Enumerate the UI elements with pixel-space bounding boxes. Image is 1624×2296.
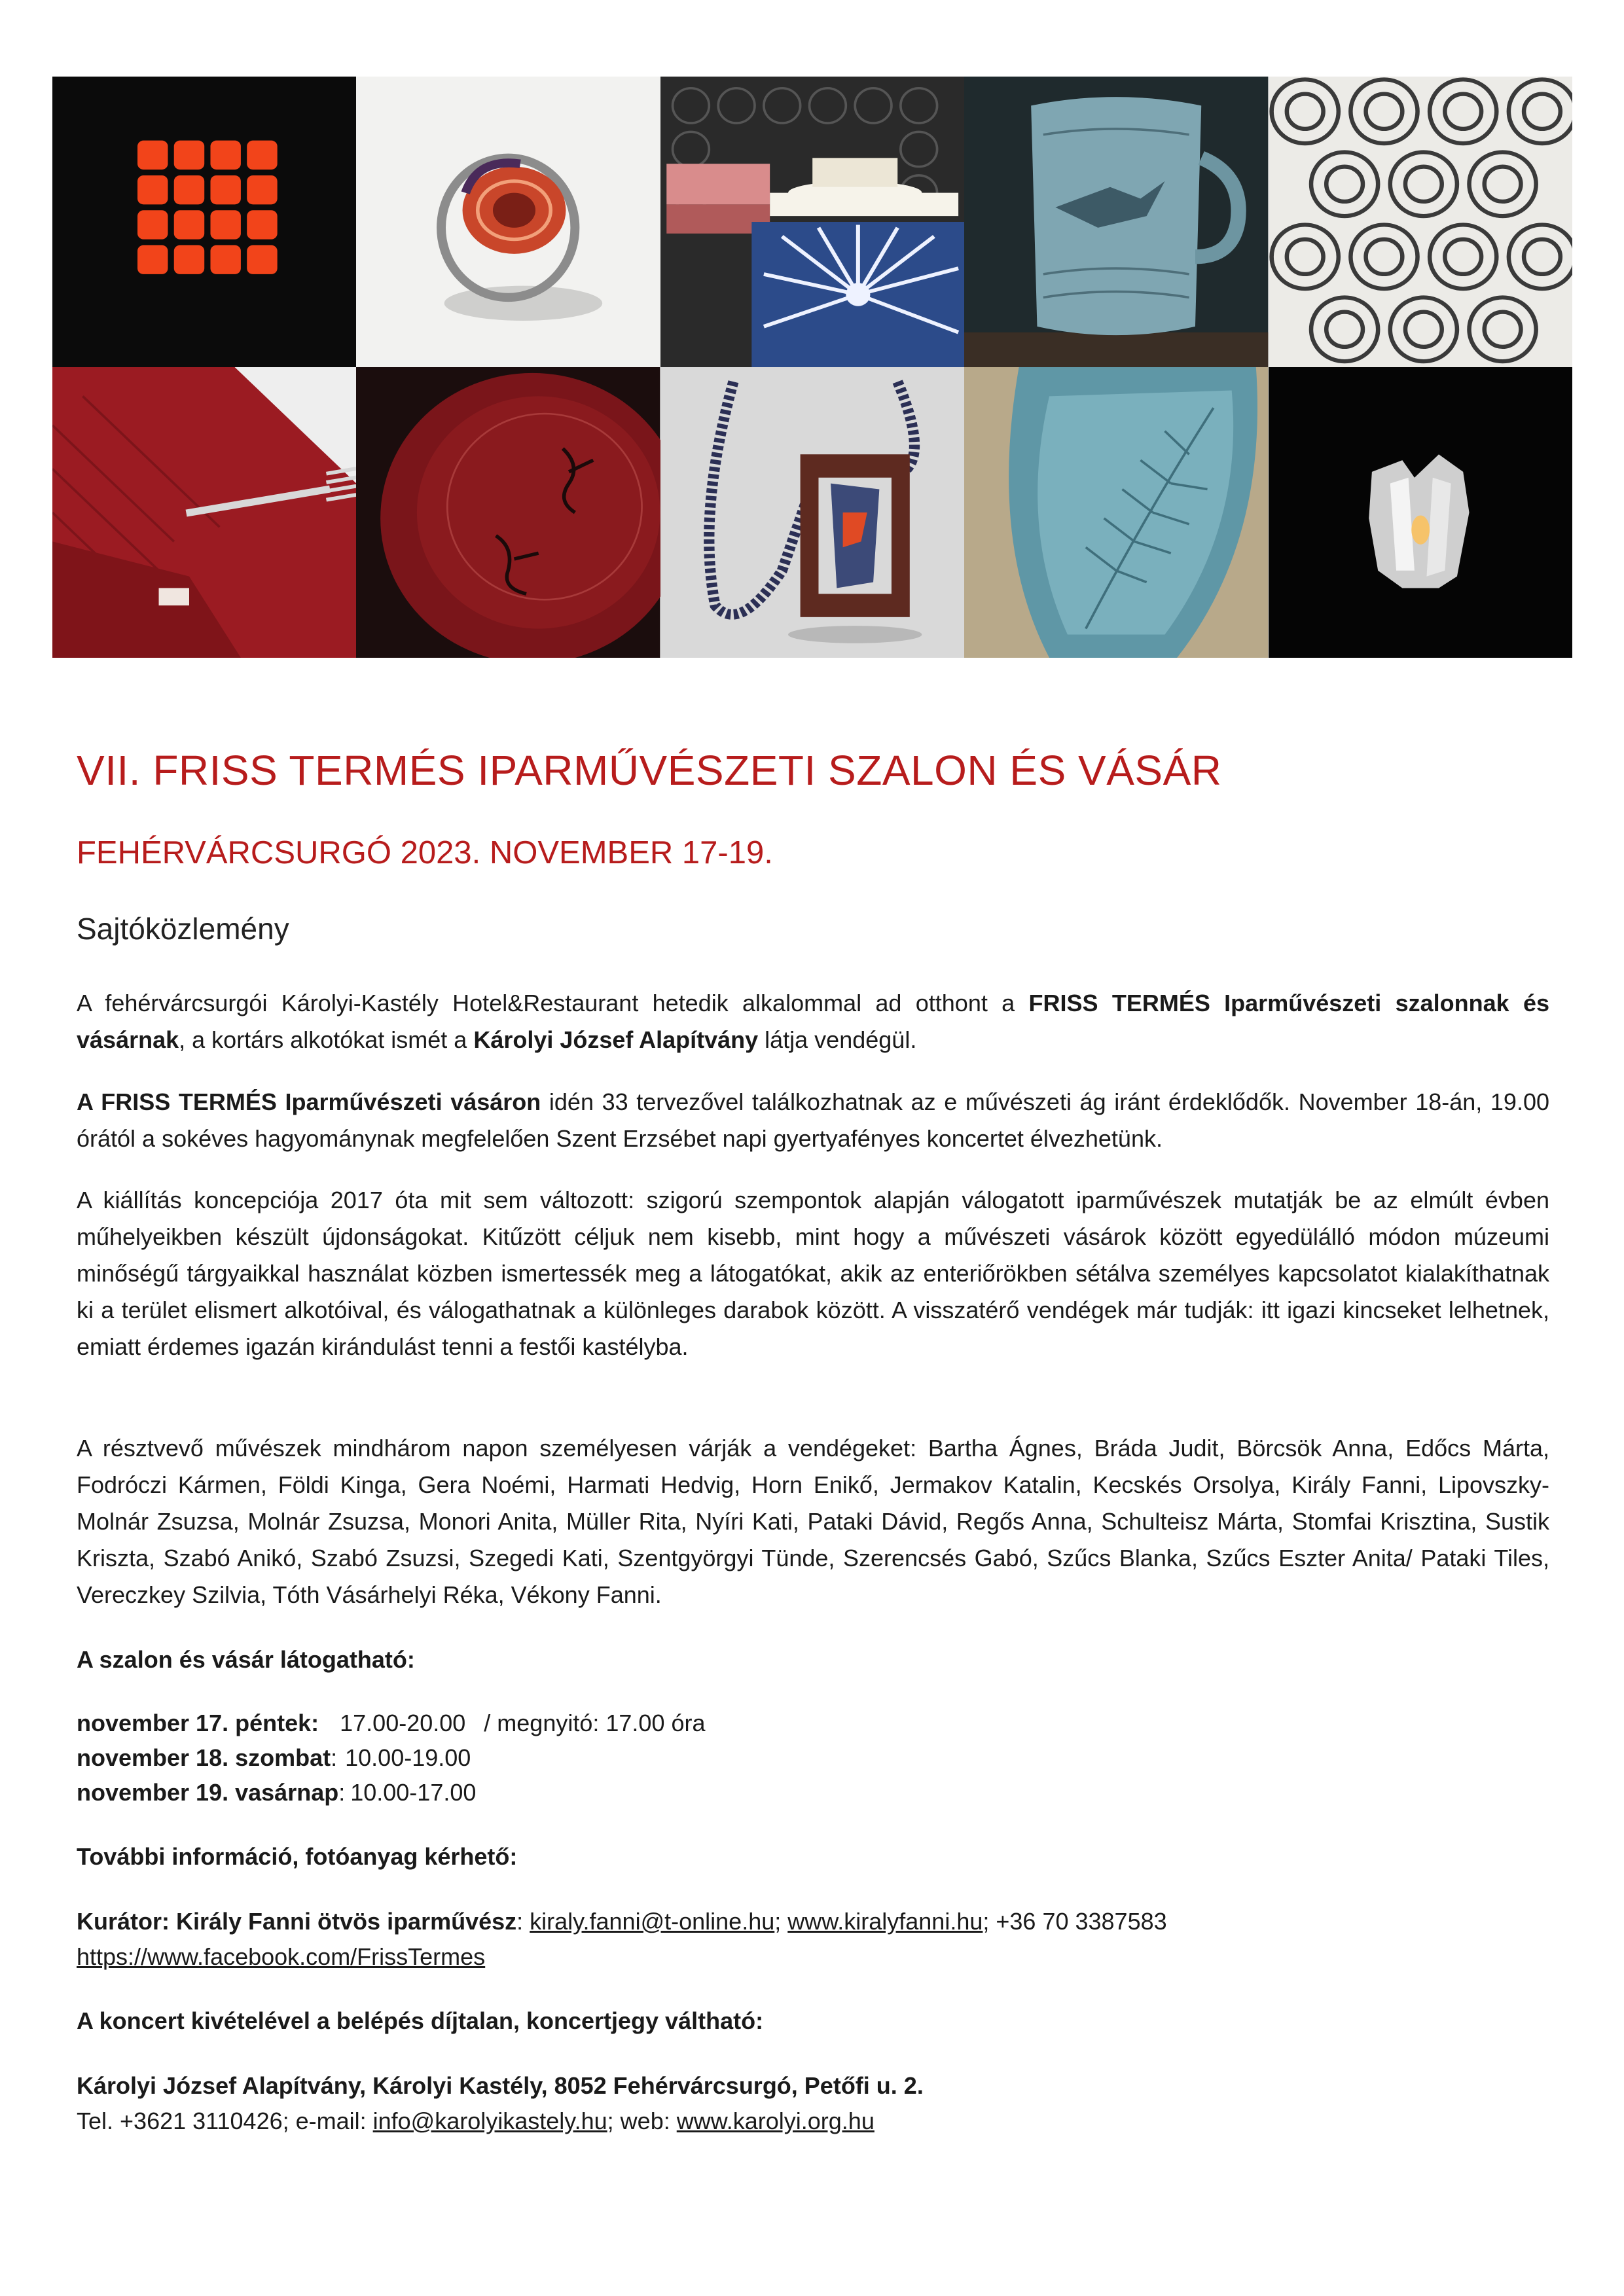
photo-orange-glass-squares: [52, 77, 356, 367]
schedule-hours-3: 10.00-17.00: [350, 1779, 477, 1806]
organizer-contact: Tel. +3621 3110426; e-mail: info@karolyikastely.hu; web: www.karolyi.org.hu: [77, 2108, 875, 2134]
photo-blue-ceramic-leaf-plate: [964, 367, 1268, 658]
photo-necklace-pendant: [660, 367, 964, 658]
schedule-note-1: / megnyitó: 17.00 óra: [484, 1710, 706, 1736]
curator-label: Kurátor: Király Fanni ötvös iparművész: [77, 1908, 517, 1935]
photo-blue-ceramic-mug: [964, 77, 1268, 367]
photo-red-textile-fork: [52, 367, 356, 658]
schedule-day-1: november 17. péntek:: [77, 1710, 319, 1736]
fair-paragraph: A FRISS TERMÉS Iparművészeti vásáron idén 33 tervezővel találkozhatnak az e művészeti ág iránt érdeklődők. November 18-án, 19.00 órától a sokéves hagyománynak megfelelően Szent Erzsébet napi gyertyafényes koncertet élvezhetünk.: [77, 1088, 1550, 1152]
concept-paragraph: A kiállítás koncepciója 2017 óta mit sem változott: szigorú szempontok alapján válogatott iparművészek mutatják be az elmúlt évben műhelyeikben készült újdonságokat. Kitűzött céljuk nem kisebb, mint hogy a művészeti vásárok között egyedülálló módon múzeumi minőségű tárgyaikkal használat közben ismertessék meg a látogatókat, akik az enteriőrökben sétálva személyes kapcsolatot kialakíthatnak ki a terület elismert alkotóival, és válogathatnak a különleges darabok között. A visszatérő vendégek már tudják: itt igazi kincseket lelhetnek, emiatt érdemes igazán kirándulást tenni a festői kastélyba.: [77, 1187, 1549, 1360]
photo-glass-candle-object: [1269, 367, 1572, 658]
schedule-row-1: [77, 1705, 706, 1742]
curator-email-link[interactable]: kiraly.fanni@t-online.hu: [530, 1908, 775, 1935]
page-title: VII. FRISS TERMÉS IPARMŰVÉSZETI SZALON ÉS VÁSÁR: [77, 747, 1222, 794]
facebook-line: [77, 1939, 485, 1975]
schedule-row-3: november 19. vasárnap: 10.00-17.00: [77, 1774, 476, 1811]
photo-tableware-patterned: [660, 77, 964, 367]
organizer-website-link[interactable]: www.karolyi.org.hu: [676, 2108, 875, 2134]
schedule-heading: A szalon és vásár látogatható:: [77, 1646, 415, 1673]
organizer-email-link[interactable]: info@karolyikastely.hu: [372, 2108, 607, 2134]
schedule-row-2: november 18. szombat: 10.00-19.00: [77, 1740, 471, 1776]
schedule-hours-1: 17.00-20.00: [340, 1710, 466, 1736]
info-heading: További információ, fotóanyag kérhető:: [77, 1843, 518, 1870]
event-date-location: FEHÉRVÁRCSURGÓ 2023. NOVEMBER 17-19.: [77, 835, 773, 870]
document-type: Sajtóközlemény: [77, 912, 289, 946]
schedule-day-2: november 18. szombat: [77, 1744, 331, 1771]
facebook-link[interactable]: https://www.facebook.com/FrissTermes: [77, 1943, 486, 1970]
photo-gallery: [52, 77, 1572, 658]
curator-phone: ; +36 70 3387583: [983, 1908, 1167, 1935]
intro-paragraph: A fehérvárcsurgói Károlyi-Kastély Hotel&Restaurant hetedik alkalommal ad otthont a FRISS TERMÉS Iparművészeti szalonnak és vásárnak, a kortárs alkotókat ismét a Károlyi József Alapítvány látja vendégül.: [77, 990, 1549, 1053]
schedule-day-3: november 19. vasárnap: [77, 1779, 339, 1806]
photo-red-plate: [356, 367, 660, 658]
schedule-hours-2: 10.00-19.00: [345, 1744, 471, 1771]
artists-paragraph: A résztvevő művészek mindhárom napon személyesen várják a vendégeket: Bartha Ágnes, Bráda Judit, Börcsök Anna, Edőcs Márta, Fodróczi Kármen, Földi Kinga, Gera Noémi, Harmati Hedvig, Horn Enikő, Jermakov Katalin, Kecskés Orsolya, Király Fanni, Lipovszky-Molnár Zsuzsa, Molnár Zsuzsa, Monori Anita, Müller Rita, Nyíri Kati, Pataki Dávid, Regős Anna, Schulteisz Márta, Stomfai Krisztina, Sustik Kriszta, Szabó Anikó, Szabó Zsuzsi, Szegedi Kati, Szentgyörgyi Tünde, Szerencsés Gabó, Szűcs Blanka, Szűcs Eszter Anita/ Pataki Tiles, Vereczkey Szilvia, Tóth Vásárhelyi Réka, Vékony Fanni.: [77, 1435, 1549, 1608]
photo-ring-spiral: [356, 77, 660, 367]
organizer-address: Károlyi József Alapítvány, Károlyi Kastély, 8052 Fehérvárcsurgó, Petőfi u. 2.: [77, 2072, 924, 2099]
photo-circle-tile-pattern: [1269, 77, 1572, 367]
curator-contact: Kurátor: Király Fanni ötvös iparművész: kiraly.fanni@t-online.hu; www.kiralyfanni.hu; +36 70 3387583: [77, 1908, 1167, 1935]
curator-website-link[interactable]: www.kiralyfanni.hu: [787, 1908, 983, 1935]
entry-note: A koncert kivételével a belépés díjtalan, koncertjegy váltható:: [77, 2007, 764, 2034]
